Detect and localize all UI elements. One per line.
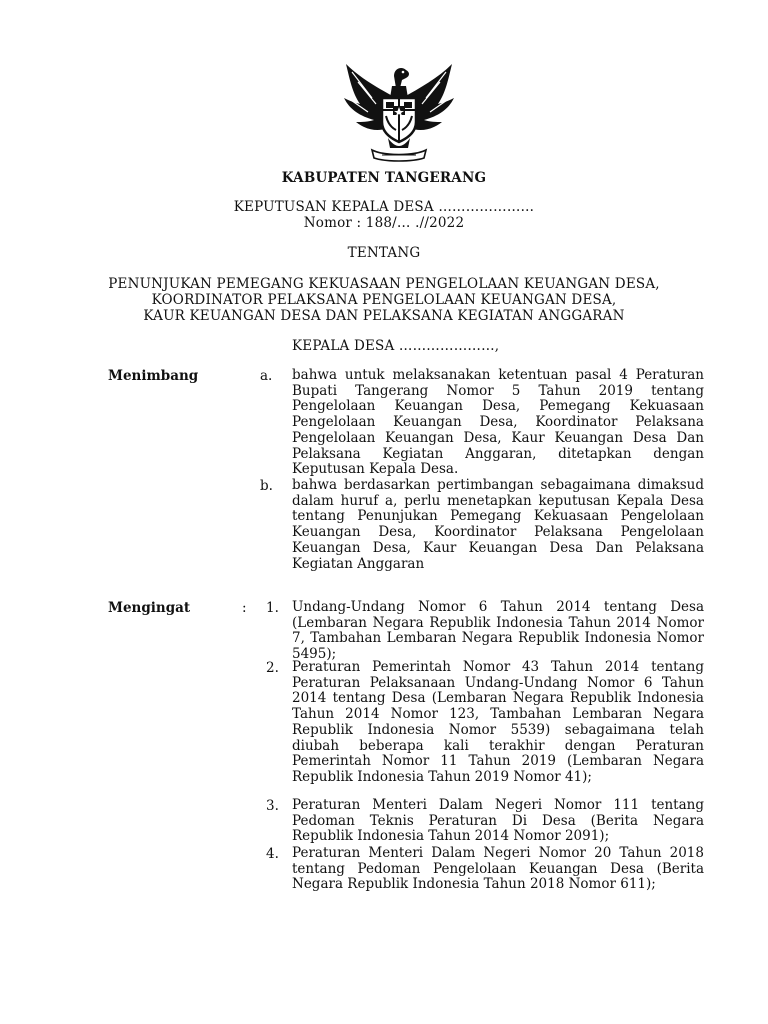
item-marker: 4.	[266, 846, 279, 862]
item-text: Peraturan Pemerintah Nomor 43 Tahun 2014 tentang Peraturan Pelaksanaan Undang-Undang Nomor 6 Tahun 2014 tentang Desa (Lembaran Negara Republik Indonesia Tahun 2014 Nomor 123, Tambahan Lembaran Negara Republik Indonesia Nomor 5539) sebagaimana telah diubah beberapa kali terakhir dengan Peraturan Pemerintah Nomor 11 Tahun 2019 (Lembaran Negara Republik Indonesia Tahun 2019 Nomor 41);	[292, 659, 704, 785]
issuer-line: KEPALA DESA …………………,	[292, 338, 500, 354]
decree-title: KEPUTUSAN KEPALA DESA …………………	[233, 199, 535, 215]
section-label: Menimbang	[108, 368, 199, 384]
item-marker: 2.	[266, 660, 279, 676]
subject-line: PENUNJUKAN PEMEGANG KEKUASAAN PENGELOLAAN KEUANGAN DESA,	[108, 276, 660, 292]
garuda-emblem-icon	[338, 58, 460, 166]
item-text: Undang-Undang Nomor 6 Tahun 2014 tentang Desa (Lembaran Negara Republik Indonesia Tahun 2014 Nomor 7, Tambahan Lembaran Negara Republik Indonesia Nomor 5495);	[292, 599, 704, 663]
item-text: Peraturan Menteri Dalam Negeri Nomor 111 tentang Pedoman Teknis Peraturan Di Desa (Berita Negara Republik Indonesia Tahun 2014 Nomor 2091);	[292, 797, 704, 845]
item-text: bahwa berdasarkan pertimbangan sebagaimana dimaksud dalam huruf a, perlu menetapkan keputusan Kepala Desa tentang Penunjukan Pemegang Kekuasaan Pengelolaan Keuangan Desa, Koordinator Pelaksana Pengelolaan Keuangan Desa, Kaur Keuangan Desa Dan Pelaksana Kegiatan Anggaran	[292, 477, 704, 572]
section-colon: :	[242, 600, 247, 616]
item-marker: a.	[260, 368, 273, 384]
region-heading: KABUPATEN TANGERANG	[281, 170, 487, 186]
about-heading: TENTANG	[347, 245, 421, 261]
decree-number: Nomor : 188/… .//2022	[303, 215, 465, 231]
subject-line: KOORDINATOR PELAKSANA PENGELOLAAN KEUANGAN DESA,	[151, 292, 617, 308]
item-marker: 3.	[266, 798, 279, 814]
item-marker: b.	[260, 478, 273, 494]
item-text: Peraturan Menteri Dalam Negeri Nomor 20 Tahun 2018 tentang Pedoman Pengelolaan Keuangan Desa (Berita Negara Republik Indonesia Tahun 2018 Nomor 611);	[292, 845, 704, 893]
section-label: Mengingat	[108, 600, 191, 616]
item-text: bahwa untuk melaksanakan ketentuan pasal 4 Peraturan Bupati Tangerang Nomor 5 Tahun 2019 tentang Pengelolaan Keuangan Desa, Pemegang Kekuasaan Pengelolaan Keuangan Desa, Koordinator Pelaksana Pengelolaan Keuangan Desa, Kaur Keuangan Desa Dan Pelaksana Kegiatan Anggaran, ditetapkan dengan Keputusan Kepala Desa.	[292, 367, 704, 478]
item-marker: 1.	[266, 600, 279, 616]
subject-line: KAUR KEUANGAN DESA DAN PELAKSANA KEGIATAN ANGGARAN	[143, 308, 625, 324]
